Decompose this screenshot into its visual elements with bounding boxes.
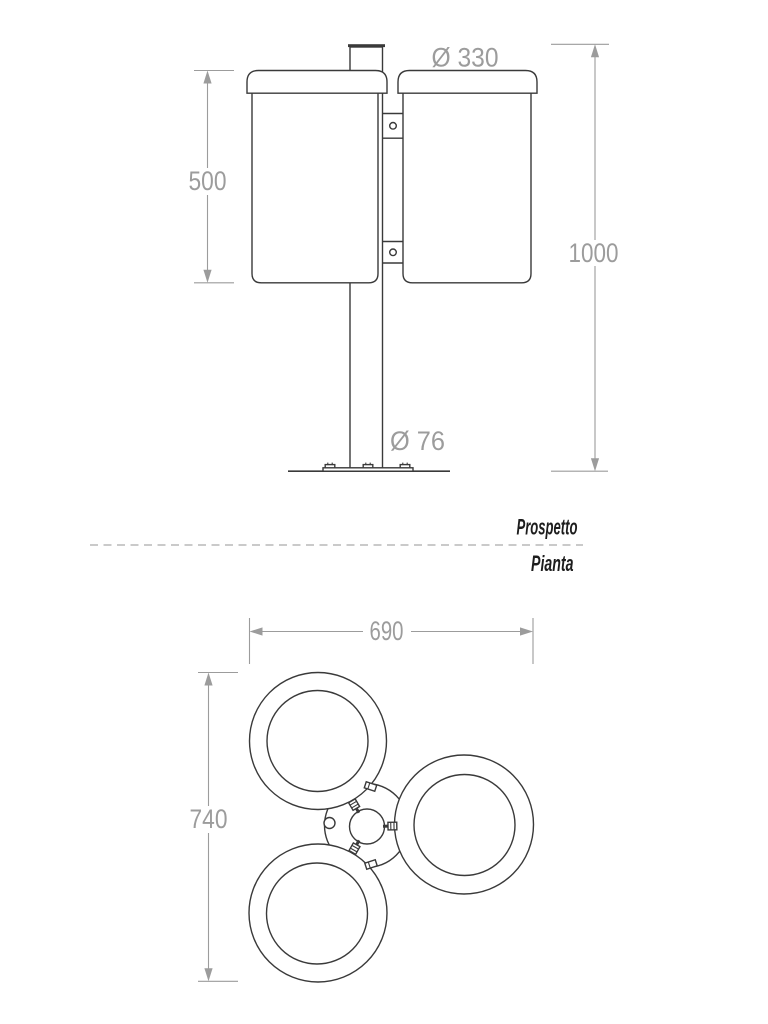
bolt-head [400,465,410,468]
dimension-label-overall-width: 690 [369,616,404,646]
plan-view-label: Pianta [531,551,574,576]
arrowhead-down-icon [591,458,599,471]
arrowhead-up-icon [591,44,599,57]
arrowhead-up-icon [203,71,211,84]
elevation-view [247,44,537,471]
right-bin-lid [398,71,537,94]
right-bin-body [403,93,531,283]
dimension-label-total-height: 1000 [568,238,619,268]
dimension-label-post-diameter: Ø 76 [390,426,445,456]
plate-bolt-hole [324,818,335,829]
mounting-bracket-upper [383,114,404,139]
arrowhead-down-icon [203,270,211,283]
dimension-label-overall-depth: 740 [189,804,228,834]
left-bin-lid [247,71,387,94]
arrowhead-up-icon [204,673,212,686]
dimension-label-bin-diameter: Ø 330 [431,42,499,73]
plan-view [249,673,534,983]
bracket-bolt-hole [390,249,397,256]
anchor-bolt [400,463,410,468]
mounting-bracket-lower [383,242,404,264]
bin-right-lid-circle [395,755,534,894]
post-section-circle [350,809,385,844]
bolt-head [325,465,335,468]
dimension-label-bin-height: 500 [188,166,227,196]
elevation-view-label: Prospetto [516,514,578,540]
anchor-bolt [325,463,335,468]
bolt-nut [388,822,397,830]
arrowhead-left-icon [250,627,263,635]
left-bin-body [252,93,378,283]
bracket-bolt-hole [390,123,397,130]
arrowhead-right-icon [520,627,533,635]
bolt-head [363,465,373,468]
arrowhead-down-icon [204,968,212,981]
view-divider [90,515,583,577]
